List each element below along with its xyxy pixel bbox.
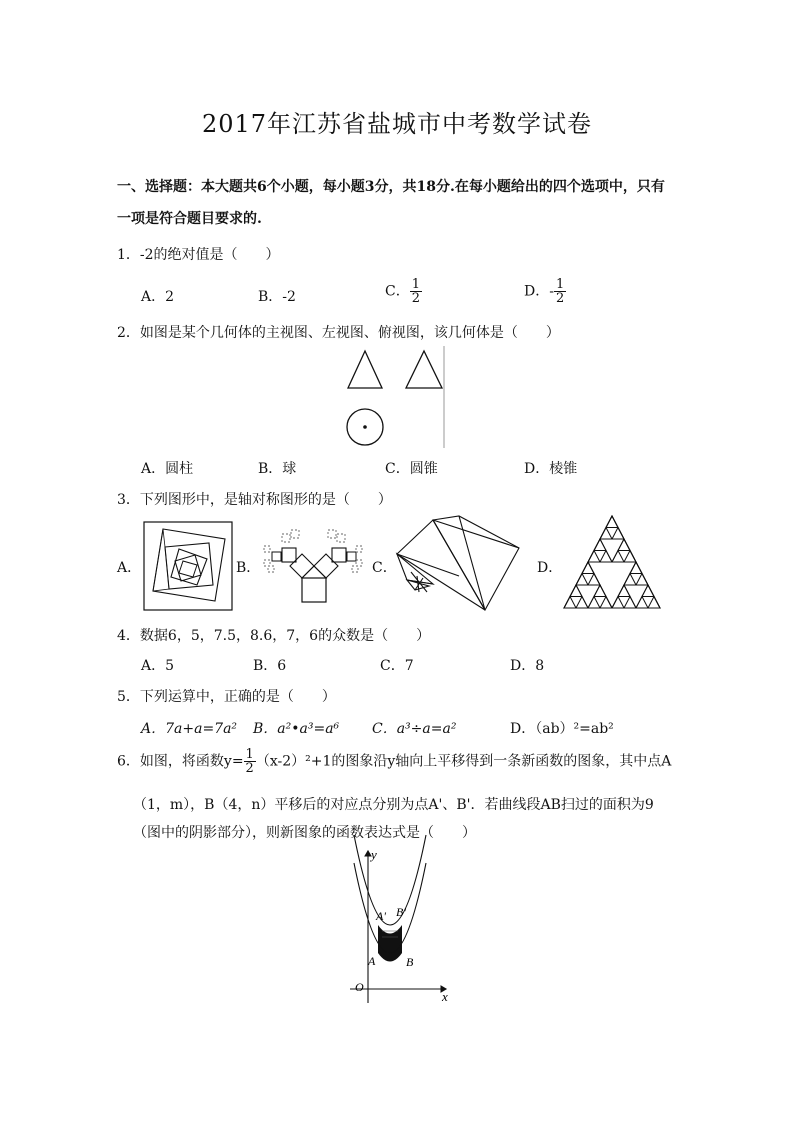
q3-option-a-nested-squares-figure [143, 521, 233, 611]
q6-parabola-graph [340, 845, 460, 1007]
q4-stem: 4．数据6，5，7.5，8.6，7，6的众数是（ ） [117, 628, 431, 644]
q3-option-d-label: D． [537, 560, 563, 576]
q1-d-denominator: 2 [555, 291, 565, 306]
q3-option-c-label: C． [372, 560, 397, 576]
q2-option-c: C．圆锥 [385, 461, 438, 477]
q6-frac-denominator: 2 [245, 761, 254, 776]
q5-stem: 5．下列运算中，正确的是（ ） [117, 689, 336, 705]
front-view-triangle [348, 351, 382, 388]
y-axis-label: y [371, 847, 377, 862]
q3-option-c-spiral-triangles-figure [393, 514, 521, 612]
point-b-prime-label: B' [396, 905, 406, 919]
origin-label: O [355, 980, 364, 994]
q5-option-c: C．a³÷a=a² [372, 721, 457, 737]
q1-stem: 1．-2的绝对值是（ ） [117, 247, 280, 263]
q1-option-a: A．2 [141, 289, 175, 305]
section-heading-line1: 一、选择题：本大题共6个小题，每小题3分，共18分.在每小题给出的四个选项中，只有 [117, 179, 665, 195]
q1-option-b: B．-2 [258, 289, 296, 305]
section-heading-line2: 一项是符合题目要求的. [117, 211, 262, 227]
q1-c-numerator: 1 [411, 277, 420, 292]
q3-stem: 3．下列图形中，是轴对称图形的是（ ） [117, 492, 392, 508]
shaded-region [378, 925, 402, 962]
q1-option-c-fraction [410, 278, 422, 305]
q3-option-b-label: B． [236, 560, 261, 576]
q2-three-views-figure [340, 344, 450, 450]
translated-parabola [354, 835, 426, 925]
q5-option-b: B．a²•a³=a⁶ [253, 721, 340, 737]
q1-option-c-prefix: C． [385, 283, 410, 300]
q4-option-b: B．6 [253, 658, 287, 674]
q2-option-d: D．棱锥 [524, 461, 578, 477]
q2-stem: 2．如图是某个几何体的主视图、左视图、俯视图，该几何体是（ ） [117, 325, 560, 341]
side-view-triangle [406, 351, 442, 388]
q1-option-c [385, 278, 422, 305]
q2-option-a: A．圆柱 [141, 461, 194, 477]
x-axis-label: x [442, 989, 448, 1004]
q1-d-numerator: 1 [555, 277, 565, 292]
q2-option-b: B．球 [258, 461, 297, 477]
q6-line1 [117, 748, 671, 775]
q5-option-d: D．（ab）²=ab² [510, 721, 614, 737]
q6-line2: （1，m），B（4，n）平移后的对应点分别为点A'、B'．若曲线段AB扫过的面积为9 [133, 797, 654, 813]
q4-option-d: D．8 [510, 658, 545, 674]
q3-option-a-label: A． [117, 560, 142, 576]
point-a-prime-label: A' [376, 909, 386, 923]
q6-line3: （图中的阴影部分），则新图象的函数表达式是（ ） [133, 825, 476, 841]
q6-line1-suffix: （x-2）²+1的图象沿y轴向上平移得到一条新函数的图象，其中点A [255, 753, 672, 770]
q1-option-d [524, 278, 566, 305]
q3-option-b-pythagoras-tree-figure [260, 520, 366, 606]
q1-c-denominator: 2 [411, 291, 420, 306]
q6-fraction [244, 748, 256, 775]
point-b-label: B [406, 955, 414, 969]
q4-option-c: C．7 [380, 658, 414, 674]
page-title: 2017年江苏省盐城市中考数学试卷 [201, 110, 593, 138]
q1-option-d-prefix: D．- [524, 283, 554, 300]
q4-option-a: A．5 [141, 658, 175, 674]
q1-option-d-fraction [554, 278, 566, 305]
q5-option-a: A．7a+a=7a² [141, 721, 238, 737]
q6-line1-prefix: 6．如图，将函数y= [117, 753, 244, 770]
point-a-label: A [368, 954, 376, 968]
q6-frac-numerator: 1 [245, 747, 254, 762]
q3-option-d-sierpinski-triangle-figure [562, 514, 662, 610]
top-view-center-dot [363, 425, 367, 429]
